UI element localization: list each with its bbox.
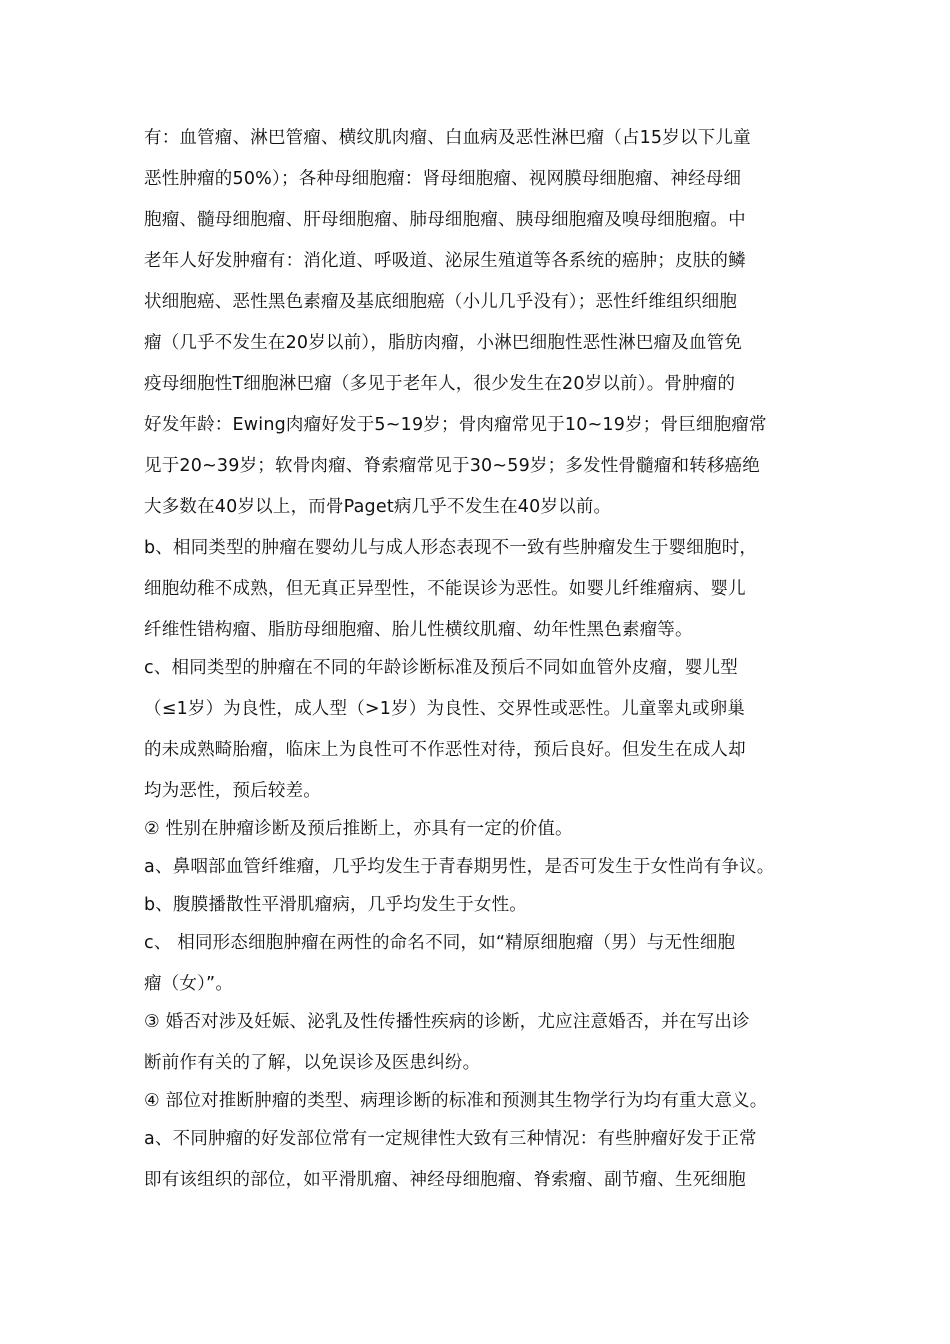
text-line: 有：血管瘤、淋巴管瘤、横纹肌肉瘤、白血病及恶性淋巴瘤（占15岁以下儿童 xyxy=(144,128,751,148)
text-line: a、鼻咽部血管纤维瘤，几乎均发生于青春期男性，是否可发生于女性尚有争议。 xyxy=(144,857,775,877)
text-line: b、腹膜播散性平滑肌瘤病，几乎均发生于女性。 xyxy=(144,895,528,915)
text-line: 老年人好发肿瘤有：消化道、呼吸道、泌尿生殖道等各系统的癌肿；皮肤的鳞 xyxy=(144,251,746,271)
text-line: ② 性别在肿瘤诊断及预后推断上，亦具有一定的价值。 xyxy=(144,819,573,839)
text-line: 大多数在40岁以上，而骨Paget病几乎不发生在40岁以前。 xyxy=(144,497,612,517)
text-line: 疫母细胞性T细胞淋巴瘤（多见于老年人，很少发生在20岁以前）。骨肿瘤的 xyxy=(144,374,736,394)
text-line: a、不同肿瘤的好发部位常有一定规律性大致有三种情况：有些肿瘤好发于正常 xyxy=(144,1129,757,1149)
text-line: 瘤（女）”。 xyxy=(144,974,234,994)
text-line: 均为恶性，预后较差。 xyxy=(144,781,321,801)
text-line: 细胞幼稚不成熟，但无真正异型性，不能误诊为恶性。如婴儿纤维瘤病、婴儿 xyxy=(144,579,746,599)
text-line: 状细胞癌、恶性黑色素瘤及基底细胞癌（小儿几乎没有）；恶性纤维组织细胞 xyxy=(144,292,738,312)
text-line: 纤维性错构瘤、脂肪母细胞瘤、胎儿性横纹肌瘤、幼年性黑色素瘤等。 xyxy=(144,620,693,640)
text-line: ④ 部位对推断肿瘤的类型、病理诊断的标准和预测其生物学行为均有重大意义。 xyxy=(144,1091,768,1111)
text-line: 好发年龄：Ewing肉瘤好发于5~19岁；骨肉瘤常见于10~19岁；骨巨细胞瘤常 xyxy=(144,415,767,435)
text-line: 见于20~39岁；软骨肉瘤、脊索瘤常见于30~59岁；多发性骨髓瘤和转移癌绝 xyxy=(144,456,760,476)
text-line: （≤1岁）为良性，成人型（>1岁）为良性、交界性或恶性。儿童睾丸或卵巢 xyxy=(144,699,746,719)
text-line: c、相同类型的肿瘤在不同的年龄诊断标准及预后不同如血管外皮瘤，婴儿型 xyxy=(144,658,738,678)
text-line: 的未成熟畸胎瘤，临床上为良性可不作恶性对待，预后良好。但发生在成人却 xyxy=(144,740,746,760)
text-line: 瘤（几乎不发生在20岁以前），脂肪肉瘤，小淋巴细胞性恶性淋巴瘤及血管免 xyxy=(144,333,743,353)
text-line: 断前作有关的了解，以免误诊及医患纠纷。 xyxy=(144,1053,481,1073)
text-line: ③ 婚否对涉及妊娠、泌乳及性传播性疾病的诊断，尤应注意婚否，并在写出诊 xyxy=(144,1012,750,1032)
text-line: 胞瘤、髓母细胞瘤、肝母细胞瘤、肺母细胞瘤、胰母细胞瘤及嗅母细胞瘤。中 xyxy=(144,210,746,230)
text-line: c、 相同形态细胞肿瘤在两性的命名不同，如“精原细胞瘤（男）与无性细胞 xyxy=(144,933,736,953)
text-line: b、相同类型的肿瘤在婴幼儿与成人形态表现不一致有些肿瘤发生于婴细胞时， xyxy=(144,538,758,558)
text-line: 恶性肿瘤的50%）；各种母细胞瘤：肾母细胞瘤、视网膜母细胞瘤、神经母细 xyxy=(144,169,742,189)
text-line: 即有该组织的部位，如平滑肌瘤、神经母细胞瘤、脊索瘤、副节瘤、生死细胞 xyxy=(144,1170,746,1190)
